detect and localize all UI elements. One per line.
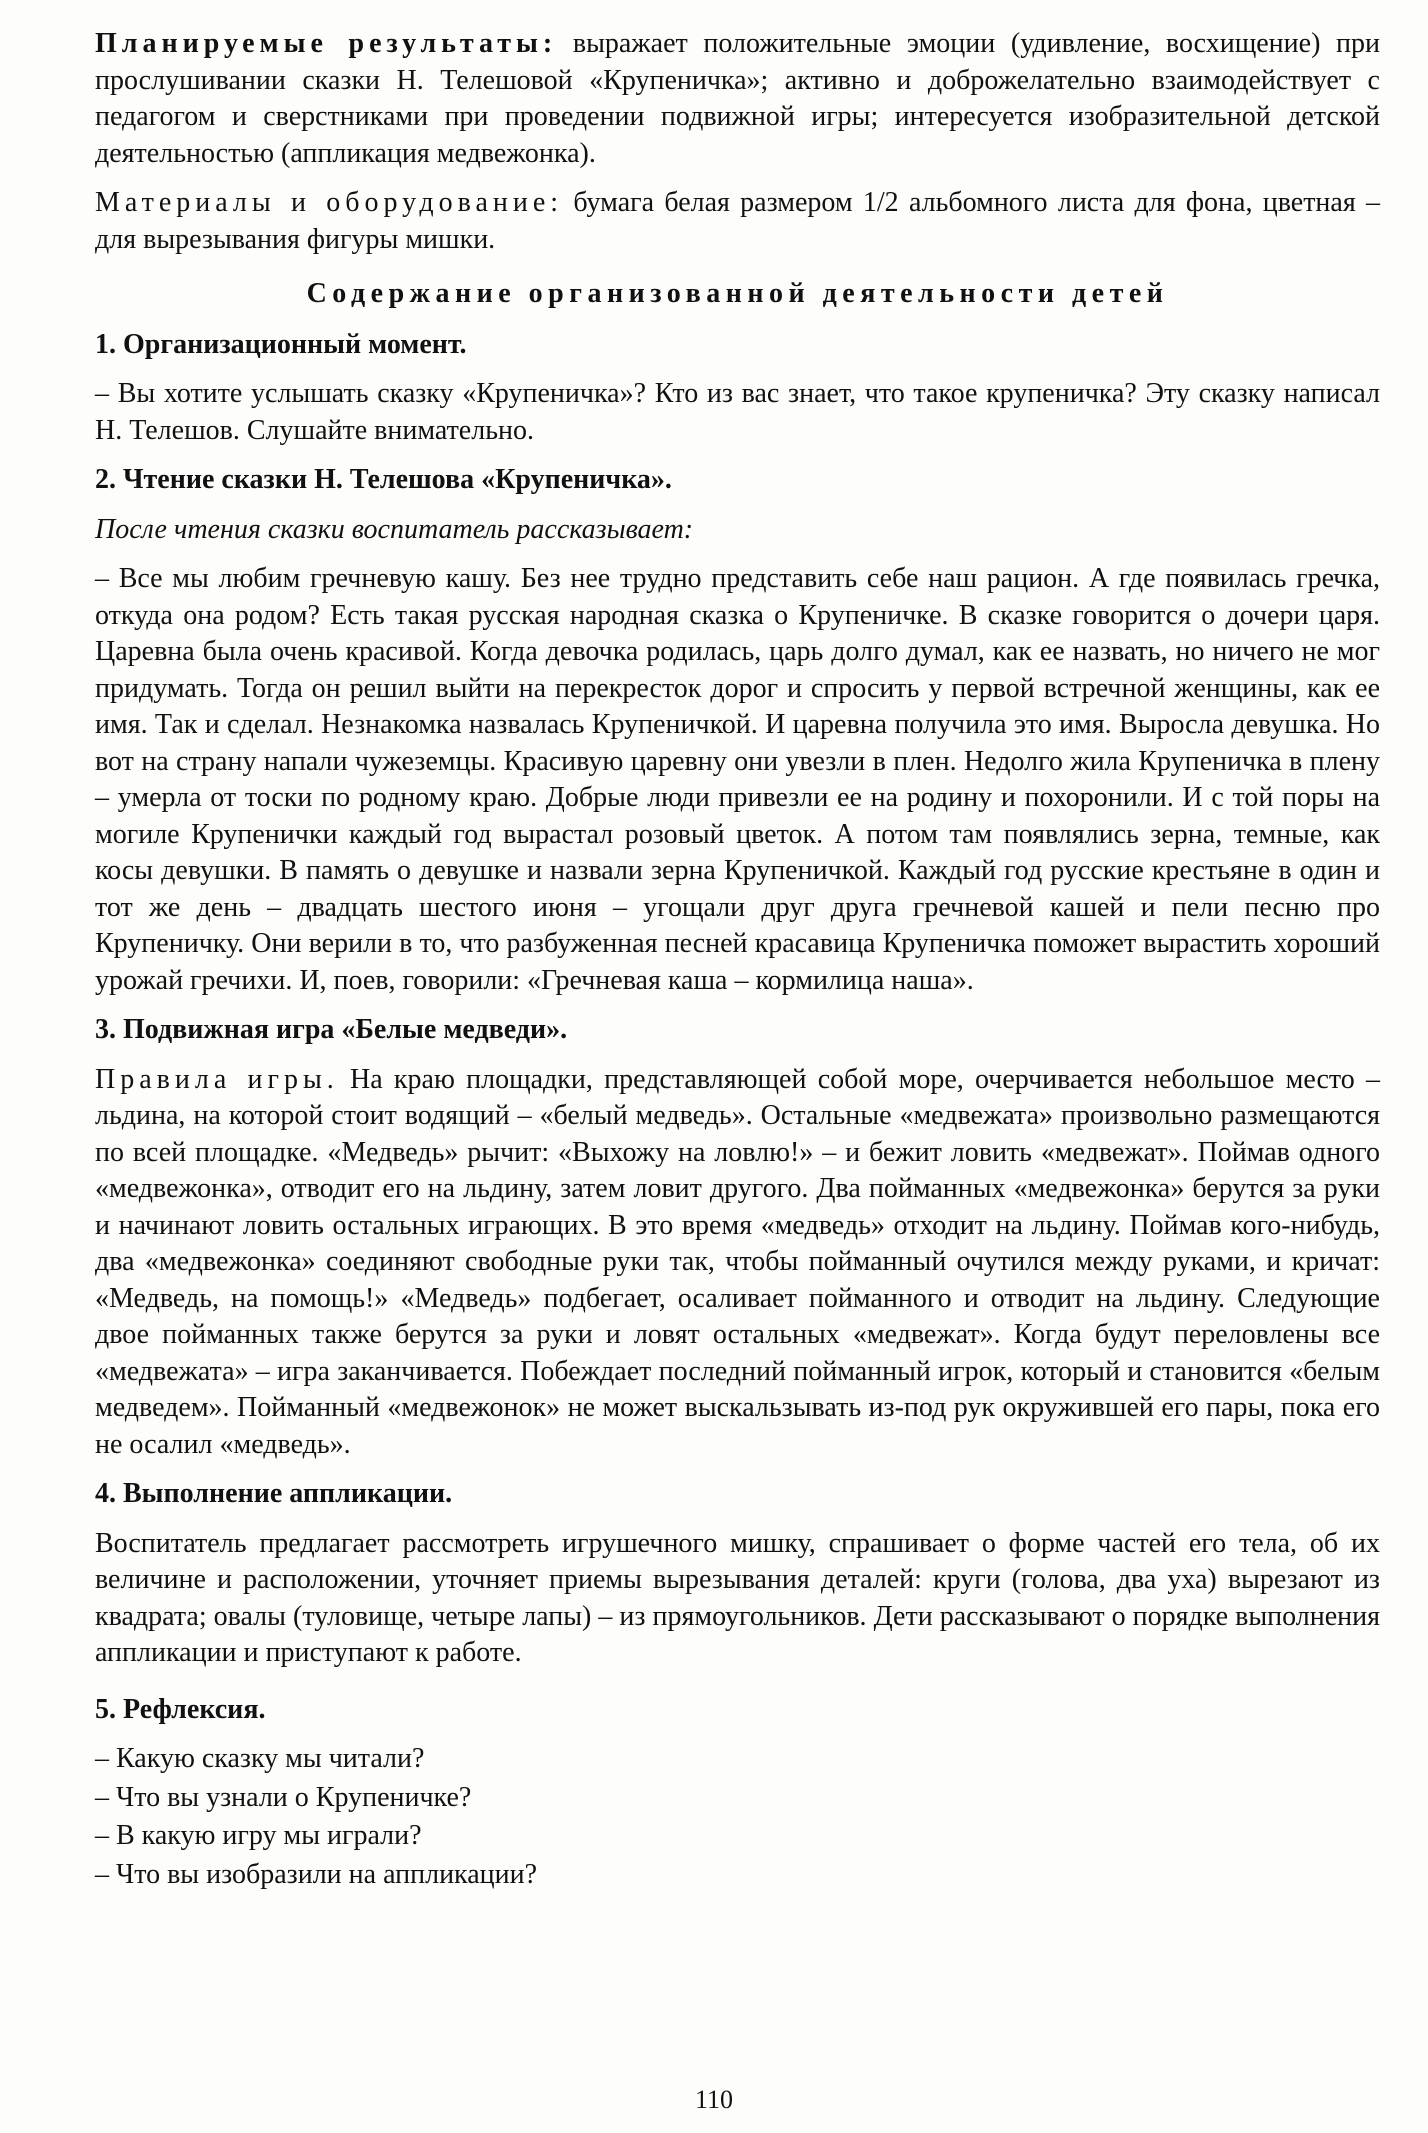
planned-results-paragraph <box>95 26 1380 172</box>
reflection-question: – Какую сказку мы читали? <box>95 1743 425 1774</box>
materials-paragraph <box>95 185 1380 258</box>
planned-results-text: выражает положительные эмоции (удивление, восхищение) при прослушивании сказки Н. Телешовой «Крупеничка»; активно и доброжелательно взаимодействует с педагогом и сверстниками при проведении подвижной игры; интересуется изобразительной детской деятельностью (аппликация медвежонка). <box>95 28 1380 169</box>
page-content <box>95 26 1380 1895</box>
reflection-question: – В какую игру мы играли? <box>95 1820 422 1851</box>
step1-text: – Вы хотите услышать сказку «Крупеничка»? Кто из вас знает, что такое крупеничка? Эту сказку написал Н. Телешов. Слушайте внимательно. <box>95 378 1380 446</box>
reflection-question: – Что вы изобразили на аппликации? <box>95 1858 538 1890</box>
step3-rules-label: Правила игры. <box>95 1063 339 1095</box>
materials-text: бумага белая размером 1/2 альбомного листа для фона, цветная – для вырезывания фигуры мишки. <box>95 187 1381 255</box>
step3-rules-paragraph <box>95 1062 1380 1464</box>
planned-results-label: Планируемые результаты: <box>95 28 558 59</box>
step1-heading: 1. Организационный момент. <box>95 328 467 360</box>
section-title: Содержание организованной деятельности детей <box>306 278 1169 309</box>
step2-intro: После чтения сказки воспитатель рассказывает: <box>95 513 694 545</box>
step3-rules-text: На краю площадки, представляющей собой море, очерчивается небольшое место – льдина, на которой стоит водящий – «белый медведь». Остальные «медвежата» произвольно размещаются по всей площадке. «Медведь» рычит: «Выхожу на ловлю!» – и бежит ловить «медвежат». Поймав одного «медвежонка», отводит его на льдину, затем ловит другого. Два пойманных «медвежонка» берутся за руки и начинают ловить остальных играющих. В это время «медведь» отходит на льдину. Поймав кого-нибудь, два «медвежонка» соединяют свободные руки так, чтобы пойманный очутился между руками, и кричат: «Медведь, на помощь!» «Медведь» подбегает, осаливает пойманного и отводит на льдину. Следующие двое пойманных также берутся за руки и ловят остальных «медвежат». Когда будут переловлены все «медвежата» – игра заканчивается. Побеждает последний пойманный игрок, который и становится «белым медведем». Пойманный «медвежонок» не может выскальзывать из-под рук окружившей его пары, пока его не осалил «медведь». <box>95 1063 1380 1460</box>
step3-heading: 3. Подвижная игра «Белые медведи». <box>95 1014 568 1045</box>
step4-text: Воспитатель предлагает рассмотреть игрушечного мишку, спрашивает о форме частей его тела, об их величине и расположении, уточняет приемы вырезывания деталей: круги (голова, два уха) вырезают из квадрата; овалы (туловище, четыре лапы) – из прямоугольников. Дети рассказывают о порядке выполнения аппликации и приступают к работе. <box>95 1527 1380 1668</box>
step2-text: – Все мы любим гречневую кашу. Без нее трудно представить себе наш рацион. А где появилась гречка, откуда она родом? Есть такая русская народная сказка о Крупеничке. В сказке говорится о дочери царя. Царевна была очень красивой. Когда девочка родилась, царь долго думал, как ее назвать, но ничего не мог придумать. Тогда он решил выйти на перекресток дорог и спросить у первой встречной женщины, как ее имя. Так и сделал. Незнакомка назвалась Крупеничкой. И царевна получила это имя. Выросла девушка. Но вот на страну напали чужеземцы. Красивую царевну они увезли в плен. Недолго жила Крупеничка в плену – умерла от тоски по родному краю. Добрые люди привезли ее на родину и похоронили. И с той поры на могиле Крупенички каждый год вырастал розовый цветок. А потом там появлялись зерна, темные, как косы девушки. В память о девушке и назвали зерна Крупеничкой. Каждый год русские крестьяне в один и тот же день – двадцать шестого июня – угощали друг друга гречневой кашей и пели песню про Крупеничку. Они верили в то, что разбуженная песней красавица Крупеничка поможет вырастить хороший урожай гречихи. И, поев, говорили: «Гречневая каша – кормилица наша». <box>95 563 1380 996</box>
page-number: 110 <box>694 2085 734 2114</box>
step2-heading: 2. Чтение сказки Н. Телешова «Крупеничка». <box>95 464 672 495</box>
step5-heading: 5. Рефлексия. <box>95 1693 266 1725</box>
reflection-question: – Что вы узнали о Крупеничке? <box>95 1781 472 1813</box>
materials-label: Материалы и оборудование: <box>95 187 564 218</box>
step4-heading: 4. Выполнение аппликации. <box>95 1478 453 1509</box>
